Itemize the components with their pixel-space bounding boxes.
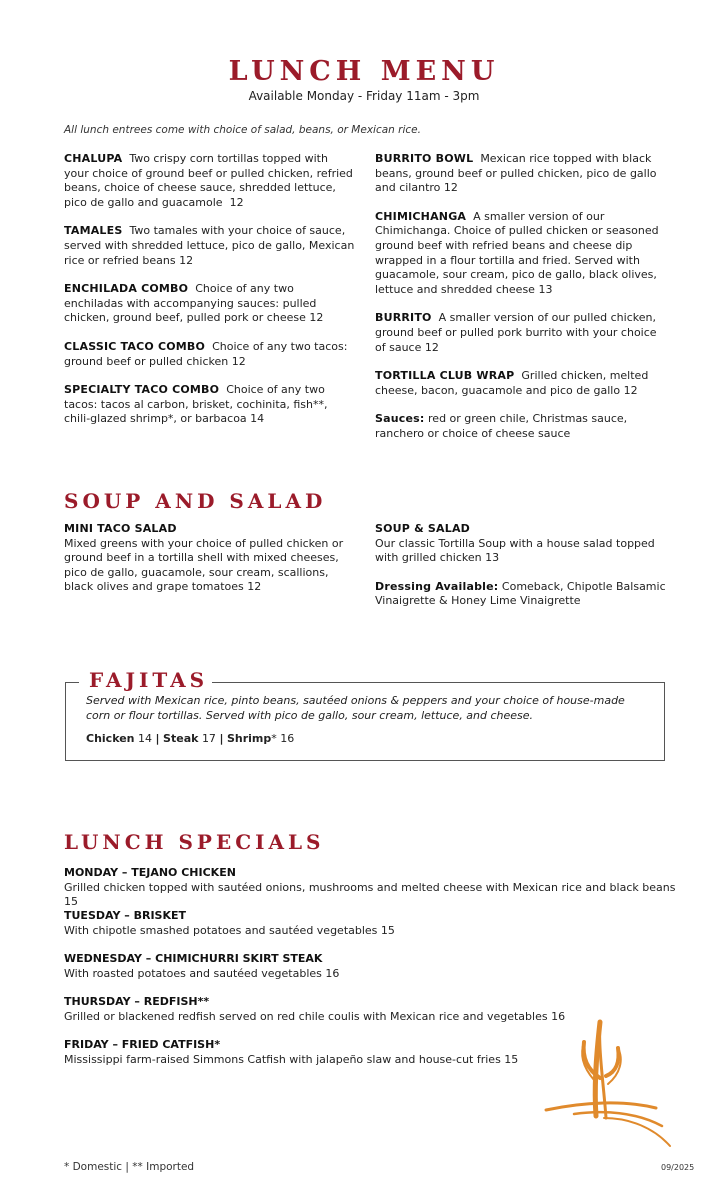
sauces-text: red or green chile, Christmas sauce, ranchero or choice of cheese sauce	[375, 412, 628, 440]
item-desc: Two tamales with your choice of sauce, served with shredded lettuce, pico de gallo, Mexican rice or refried beans	[64, 224, 355, 267]
special-price: 16	[325, 966, 340, 980]
availability-subtitle: Available Monday - Friday 11am - 3pm	[248, 89, 480, 103]
fajita-option-price: 14	[138, 732, 153, 745]
menu-item	[64, 224, 356, 268]
dressing-label: Dressing Available:	[375, 579, 499, 593]
item-desc: Our classic Tortilla Soup with a house salad topped with grilled chicken	[375, 536, 655, 565]
special-desc: With chipotle smashed potatoes and sautéed vegetables	[64, 923, 378, 937]
item-price: 12	[179, 253, 194, 267]
special-name: MONDAY – TEJANO CHICKEN	[64, 866, 236, 879]
special-price: 15	[504, 1052, 519, 1066]
item-name: SOUP & SALAD	[375, 522, 471, 535]
footer-date: 09/2025	[661, 1163, 695, 1172]
menu-item	[375, 210, 667, 298]
menu-item	[64, 282, 356, 326]
menu-item	[375, 311, 667, 355]
menu-item	[64, 383, 356, 427]
menu-item	[375, 522, 667, 566]
item-price: 12	[623, 383, 638, 397]
special-price: 15	[64, 895, 78, 909]
item-name: TORTILLA CLUB WRAP	[375, 369, 515, 383]
special-price: 16	[551, 1009, 566, 1023]
menu-item	[375, 369, 667, 398]
separator: |	[155, 732, 160, 745]
fajitas-description: Served with Mexican rice, pinto beans, sautéed onions & peppers and your choice of house-made corn or flour tortillas. Served with pico de gallo, sour cream, lettuce, and cheese.	[86, 694, 625, 722]
item-price: 12	[229, 195, 244, 209]
lunch-right-column	[375, 152, 667, 456]
special-name: TUESDAY – BRISKET	[64, 909, 186, 922]
soup-salad-right	[375, 522, 667, 623]
special-desc: Grilled chicken topped with sautéed onions, mushrooms and melted cheese with Mexican rice and black beans	[64, 880, 676, 894]
item-price: 12	[424, 340, 439, 354]
fajita-option-name: Steak	[163, 732, 199, 745]
entree-note: All lunch entrees come with choice of salad, beans, or Mexican rice.	[64, 124, 421, 136]
item-price: 12	[443, 181, 458, 195]
dressing-note	[375, 580, 667, 609]
fajita-option-price: 17	[201, 732, 216, 745]
item-name: CHALUPA	[64, 152, 123, 165]
item-desc: Choice of any two enchiladas with accompanying sauces: pulled chicken, ground beef, pulled pork or cheese	[64, 282, 317, 325]
fajitas-heading: FAJITAS	[85, 668, 212, 692]
item-desc: Mexican rice topped with black beans, ground beef or pulled chicken, pico de gallo and cilantro	[375, 152, 657, 195]
item-name: BURRITO BOWL	[375, 152, 474, 165]
page-title: LUNCH MENU	[228, 56, 500, 87]
item-price: 14	[250, 412, 265, 426]
soup-salad-heading: SOUP AND SALAD	[64, 489, 327, 513]
lunch-left-column	[64, 152, 356, 441]
item-price: 12	[231, 354, 246, 368]
item-price: 12	[309, 311, 324, 325]
menu-item	[375, 152, 667, 196]
special-item	[64, 909, 684, 938]
dressing-text: Comeback, Chipotle Balsamic Vinaigrette & Honey Lime Vinaigrette	[375, 579, 666, 608]
item-name: CLASSIC TACO COMBO	[64, 339, 206, 353]
item-desc: A smaller version of our pulled chicken, ground beef or pulled pork burrito with your choice of sauce	[375, 311, 657, 354]
cactus-icon	[544, 1018, 684, 1148]
fajitas-border-right	[199, 682, 664, 683]
fajita-option-name: Shrimp	[226, 732, 272, 745]
item-desc: A smaller version of our Chimichanga. Choice of pulled chicken or seasoned ground beef with refried beans and cheese dip wrapped in a flour tortilla and fried. Served with guacamole, sour cream, pico de gallo, black olives, lettuce and shredded cheese	[375, 209, 659, 296]
sauces-note	[375, 412, 667, 441]
item-name: SPECIALTY TACO COMBO	[64, 383, 220, 397]
special-name: THURSDAY – REDFISH**	[64, 995, 210, 1008]
item-name: BURRITO	[375, 311, 432, 325]
footer-legend: * Domestic | ** Imported	[64, 1161, 195, 1173]
specials-heading: LUNCH SPECIALS	[64, 830, 325, 854]
menu-item	[64, 522, 356, 595]
fajita-option-price: 16	[280, 732, 295, 745]
special-item	[64, 952, 684, 981]
menu-item	[64, 152, 356, 210]
item-desc: Choice of any two tacos: ground beef or pulled chicken	[64, 339, 348, 368]
item-desc: Grilled chicken, melted cheese, bacon, guacamole and pico de gallo	[375, 369, 649, 397]
fajita-option-name: Chicken	[86, 732, 135, 745]
item-desc: Two crispy corn tortillas topped with your choice of ground beef or pulled chicken, refried beans, choice of cheese sauce, shredded lettuce, pico de gallo and guacamole	[64, 152, 353, 209]
special-desc: Mississippi farm-raised Simmons Catfish with jalapeño slaw and house-cut fries	[64, 1052, 501, 1066]
item-name: TAMALES	[64, 224, 123, 238]
item-desc: Mixed greens with your choice of pulled chicken or ground beef in a tortilla shell with mixed cheeses, pico de gallo, guacamole, sour cream, scallions, black olives and grape tomatoes	[64, 536, 344, 594]
fajita-option-suffix: *	[271, 732, 277, 745]
special-item	[64, 866, 684, 910]
item-price: 13	[485, 551, 500, 565]
separator: |	[219, 732, 224, 745]
special-price: 15	[380, 923, 395, 937]
item-name: CHIMICHANGA	[375, 209, 467, 223]
item-desc: Choice of any two tacos: tacos al carbon, brisket, cochinita, fish**, chili-glazed shrimp*, or barbacoa	[64, 383, 328, 426]
sauces-label: Sauces:	[375, 412, 425, 426]
item-name: ENCHILADA COMBO	[64, 282, 189, 296]
special-desc: With roasted potatoes and sautéed vegetables	[64, 966, 322, 980]
special-name: WEDNESDAY – CHIMICHURRI SKIRT STEAK	[64, 952, 323, 965]
fajitas-prices	[86, 732, 294, 745]
soup-salad-left	[64, 522, 356, 609]
item-price: 13	[538, 282, 553, 296]
menu-item	[64, 340, 356, 369]
special-desc: Grilled or blackened redfish served on red chile coulis with Mexican rice and vegetables	[64, 1009, 548, 1023]
fajitas-border-left	[65, 682, 79, 683]
special-name: FRIDAY – FRIED CATFISH*	[64, 1038, 221, 1051]
item-price: 12	[247, 580, 262, 594]
item-name: MINI TACO SALAD	[64, 522, 177, 535]
